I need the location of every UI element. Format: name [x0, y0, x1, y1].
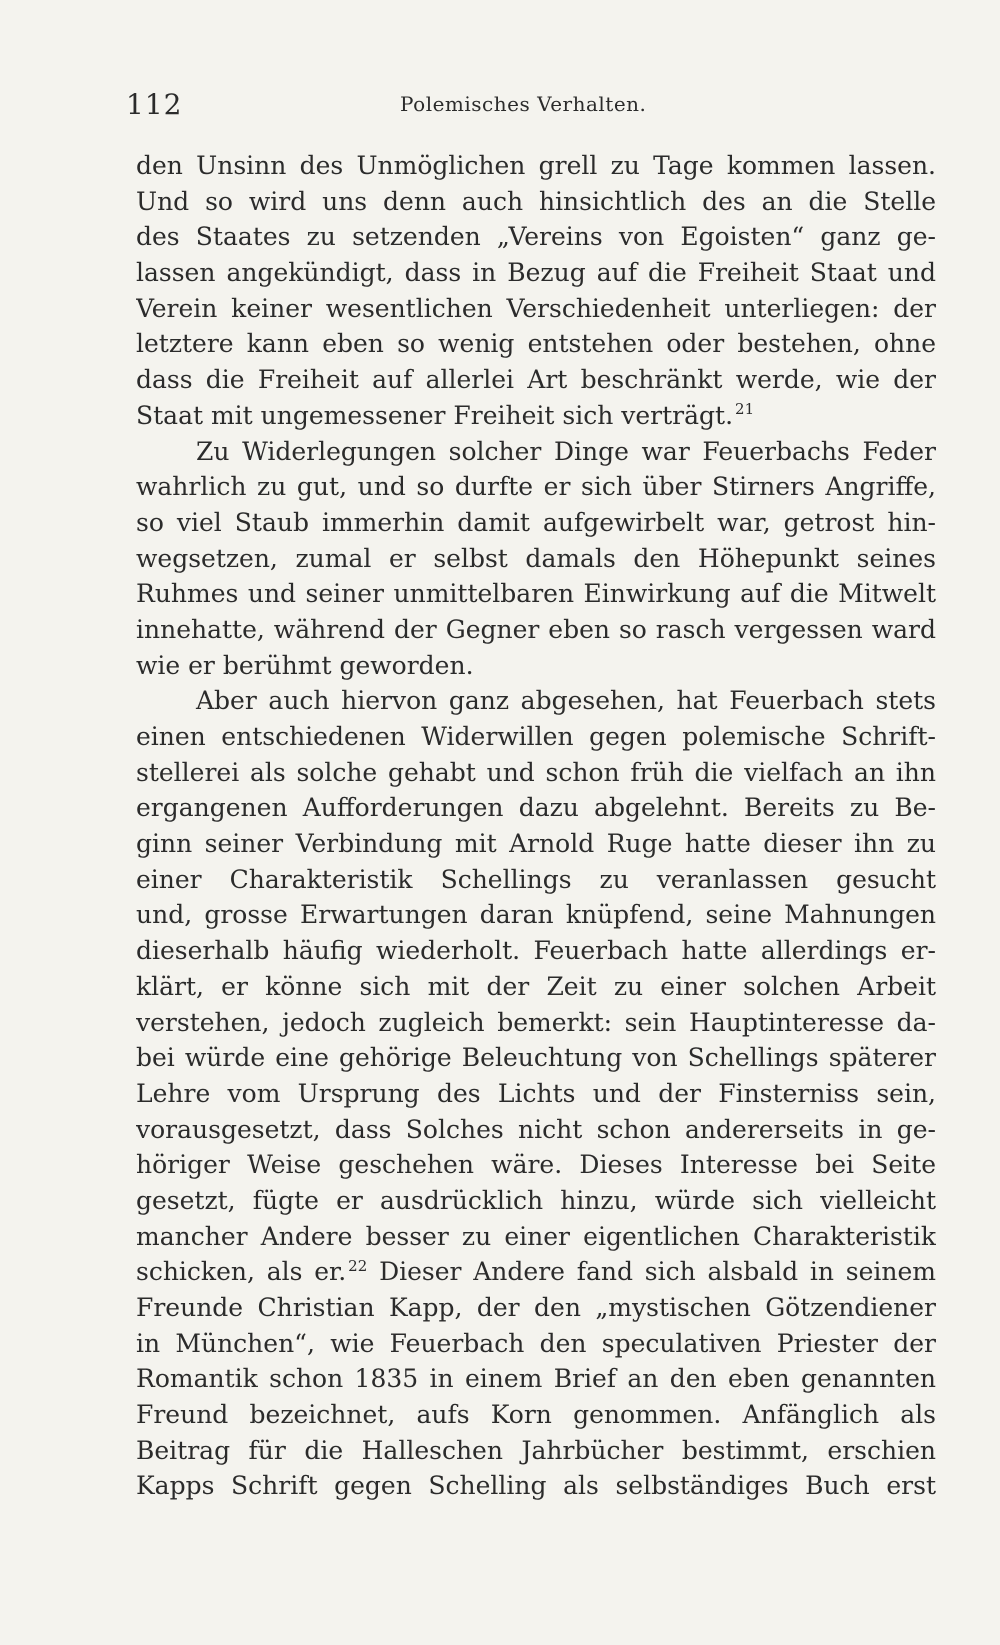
text-line: ginn seiner Verbindung mit Arnold Ruge hatte dieser ihn zu: [136, 829, 936, 859]
text-line: klärt, er könne sich mit der Zeit zu einer solchen Arbeit: [136, 971, 936, 1001]
footnote-reference: 21: [735, 400, 755, 419]
text-line: dass die Freiheit auf allerlei Art beschränkt werde, wie der: [136, 365, 936, 395]
text-line: verstehen, jedoch zugleich bemerkt: sein Hauptinteresse da-: [136, 1007, 936, 1037]
text-line: Lehre vom Ursprung des Lichts und der Finsterniss sein,: [136, 1078, 936, 1108]
text-line: einen entschiedenen Widerwillen gegen polemische Schrift-: [136, 722, 936, 751]
text-line: Verein keiner wesentlichen Verschiedenheit unterliegen: der: [136, 293, 936, 323]
text-line: vorausgesetzt, dass Solches nicht schon andererseits in ge-: [136, 1114, 936, 1144]
text-line: Freund bezeichnet, aufs Korn genommen. Anfänglich als: [136, 1400, 936, 1430]
text-line: stellerei als solche gehabt und schon früh die vielfach an ihn: [136, 757, 936, 787]
paragraph-start-line: Aber auch hiervon ganz abgesehen, hat Feuerbach stets: [196, 686, 936, 716]
text-line: gesetzt, fügte er ausdrücklich hinzu, würde sich vielleicht: [136, 1185, 936, 1215]
body-text: [136, 148, 936, 1504]
text-line: Freunde Christian Kapp, der den „mystischen Götzendiener: [136, 1293, 936, 1322]
text-line: den Unsinn des Unmöglichen grell zu Tage kommen lassen.: [136, 151, 936, 180]
text-line: Beitrag für die Halleschen Jahrbücher bestimmt, erschien: [136, 1435, 936, 1465]
running-title: Polemisches Verhalten.: [400, 92, 647, 116]
text-line: höriger Weise geschehen wäre. Dieses Interesse bei Seite: [136, 1150, 936, 1180]
page-number: 112: [126, 88, 183, 121]
text-line: schicken, als er. $^{22}$ Dieser Andere fand sich alsbald in seinem: [136, 1256, 936, 1287]
text-line: Ruhmes und seiner unmittelbaren Einwirkung auf die Mitwelt: [136, 579, 936, 609]
text-line: mancher Andere besser zu einer eigentlichen Charakteristik: [136, 1221, 936, 1251]
text-line: Und so wird uns denn auch hinsichtlich des an die Stelle: [136, 186, 936, 216]
text-line: wahrlich zu gut, und so durfte er sich über Stirners Angriffe,: [136, 472, 936, 502]
text-line: Staat mit ungemessener Freiheit sich verträgt. $^{21}$: [136, 400, 755, 430]
running-head: [0, 88, 1000, 124]
text-line: letztere kann eben so wenig entstehen oder bestehen, ohne: [136, 329, 936, 359]
text-line: Romantik schon 1835 in einem Brief an den eben genannten: [136, 1364, 936, 1394]
text-line: in München“, wie Feuerbach den speculativen Priester der: [136, 1328, 936, 1358]
text-line: wie er berühmt geworden.: [136, 650, 474, 680]
text-line: so viel Staub immerhin damit aufgewirbelt war, getrost hin-: [136, 507, 936, 537]
text-line: lassen angekündigt, dass in Bezug auf die Freiheit Staat und: [136, 258, 936, 288]
paragraph-start-line: Zu Widerlegungen solcher Dinge war Feuerbachs Feder: [196, 436, 936, 466]
text-line: des Staates zu setzenden „Vereins von Egoisten“ ganz ge-: [136, 222, 936, 252]
text-line: und, grosse Erwartungen daran knüpfend, seine Mahnungen: [136, 900, 936, 930]
text-line: bei würde eine gehörige Beleuchtung von Schellings späterer: [136, 1043, 936, 1073]
text-line: innehatte, während der Gegner eben so rasch vergessen ward: [136, 614, 936, 644]
text-line: wegsetzen, zumal er selbst damals den Höhepunkt seines: [136, 543, 936, 573]
text-line: Kapps Schrift gegen Schelling als selbständiges Buch erst: [136, 1471, 936, 1501]
text-line: dieserhalb häufig wiederholt. Feuerbach hatte allerdings er-: [136, 936, 936, 966]
text-line: einer Charakteristik Schellings zu veranlassen gesucht: [136, 864, 936, 894]
footnote-reference: 22: [348, 1256, 368, 1275]
text-line: ergangenen Aufforderungen dazu abgelehnt. Bereits zu Be-: [136, 793, 936, 823]
